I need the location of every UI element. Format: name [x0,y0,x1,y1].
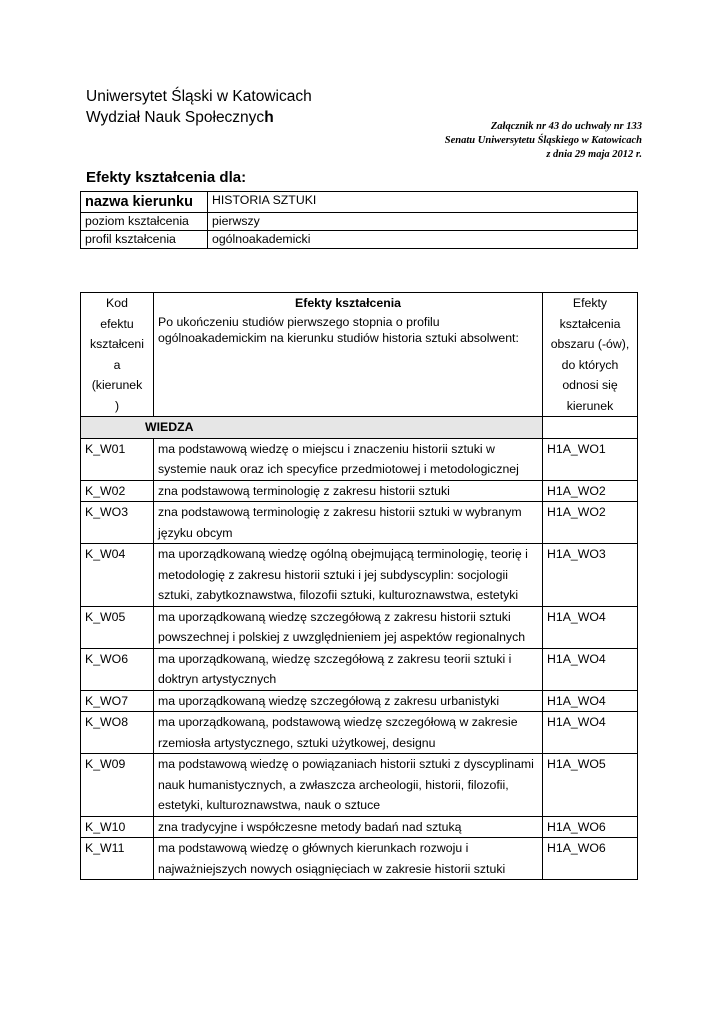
effect-code: K_W04 [81,544,154,607]
header-effects-column [154,293,543,417]
table-row [81,606,638,648]
header-code-line: a [113,357,121,372]
effect-code: K_WO7 [81,690,154,712]
header-code-line: (kierunek [91,378,143,392]
effect-code: K_WO3 [81,502,154,544]
section-label: WIEDZA [81,417,543,439]
effect-code: K_W09 [81,754,154,817]
table-row [81,838,638,880]
faculty-name-main: Wydział Nauk Społecznyc [86,109,265,126]
header-code-column [81,293,154,417]
header-area-column [543,293,638,417]
effect-description: ma uporządkowaną wiedzę szczegółową z zakresu historii sztuki powszechnej i polskiej z uwzględnieniem jej aspektów regionalnych [154,606,543,648]
effect-code: K_W05 [81,606,154,648]
program-row [81,213,638,231]
effect-description: ma uporządkowaną wiedzę ogólną obejmującą terminologię, teorię i metodologię z zakresu historii sztuki i jej subdyscyplin: socjologii sztuki, zabytkoznawstwa, filozofii sztuki, kulturoznawstwa, estetyki [154,544,543,607]
program-label-level: poziom kształcenia [81,213,208,231]
program-info-table [80,191,638,249]
program-row [81,192,638,213]
faculty-name [86,107,312,128]
header-code-line: Kod [106,296,128,310]
university-name: Uniwersytet Śląski w Katowicach [86,88,312,105]
effect-code: K_W11 [81,838,154,880]
annex-line-2: Senatu Uniwersytetu Śląskiego w Katowicach [444,135,642,146]
effect-description: zna podstawową terminologię z zakresu historii sztuki [154,480,543,502]
effect-code: K_W02 [81,480,154,502]
effect-code: K_WO8 [81,712,154,754]
table-row [81,480,638,502]
header-area-line: do których [561,357,619,372]
learning-outcomes-table [80,292,638,880]
header-area-line: odnosi się [562,378,618,392]
header-effects-title: Efekty kształcenia [295,296,401,310]
effect-description: ma podstawową wiedzę o powiązaniach historii sztuki z dyscyplinami nauk humanistycznych, a zwłaszcza archeologii, historii, filozofii, estetyki, kulturoznawstwa, nauk o sztuce [154,754,543,817]
header-area-line: obszaru (-ów), [550,337,630,351]
effect-description: zna tradycyjne i współczesne metody badań nad sztuką [154,816,543,838]
effect-area: H1A_WO2 [543,502,638,544]
effect-area: H1A_WO5 [543,754,638,817]
faculty-name-last-letter: h [264,109,274,126]
header-code-line: kształceni [90,337,144,351]
effect-code: K_W01 [81,438,154,480]
table-row [81,544,638,607]
annex-line-3: z dnia 29 maja 2012 r. [546,149,642,160]
section-blank-cell [543,417,638,439]
table-row [81,502,638,544]
program-value-level: pierwszy [208,213,638,231]
program-label-name: nazwa kierunku [81,192,208,213]
effects-for-title: Efekty kształcenia dla: [86,169,247,186]
header-area-line: kierunek [566,398,614,413]
section-row [81,417,638,439]
table-row [81,690,638,712]
institution-header [86,86,312,128]
effect-description: ma uporządkowaną wiedzę szczegółową z zakresu urbanistyki [154,690,543,712]
effect-area: H1A_WO6 [543,816,638,838]
program-value-name: HISTORIA SZTUKI [208,192,638,213]
table-row [81,816,638,838]
header-area-line: Efekty [572,296,608,310]
header-effects-description: Po ukończeniu studiów pierwszego stopnia o profilu ogólnoakademickim na kierunku studiów historia sztuki absolwent: [158,314,519,345]
effect-area: H1A_WO4 [543,606,638,648]
table-row [81,438,638,480]
table-row [81,754,638,817]
annex-line-1: Załącznik nr 43 do uchwały nr 133 [490,121,642,132]
effect-description: ma podstawową wiedzę o miejscu i znaczeniu historii sztuki w systemie nauk oraz ich specyfice przedmiotowej i metodologicznej [154,438,543,480]
effect-description: ma uporządkowaną, podstawową wiedzę szczegółową w zakresie rzemiosła artystycznego, sztuki użytkowej, designu [154,712,543,754]
annex-note [445,120,642,162]
effect-area: H1A_WO4 [543,648,638,690]
header-area-line: kształcenia [559,316,621,331]
header-code-line: ) [114,398,120,413]
effect-area: H1A_WO3 [543,544,638,607]
effect-area: H1A_WO1 [543,438,638,480]
effect-code: K_WO6 [81,648,154,690]
table-row [81,648,638,690]
effect-area: H1A_WO2 [543,480,638,502]
effect-description: ma uporządkowaną, wiedzę szczegółową z zakresu teorii sztuki i doktryn artystycznych [154,648,543,690]
effect-code: K_W10 [81,816,154,838]
effect-area: H1A_WO4 [543,690,638,712]
table-header-row [81,293,638,417]
effect-description: zna podstawową terminologię z zakresu historii sztuki w wybranym języku obcym [154,502,543,544]
effect-area: H1A_WO4 [543,712,638,754]
program-label-profile: profil kształcenia [81,231,208,249]
effect-description: ma podstawową wiedzę o głównych kierunkach rozwoju i najważniejszych nowych osiągnięciach w zakresie historii sztuki [154,838,543,880]
header-code-line: efektu [100,316,134,331]
effect-area: H1A_WO6 [543,838,638,880]
program-row [81,231,638,249]
program-value-profile: ogólnoakademicki [208,231,638,249]
table-row [81,712,638,754]
